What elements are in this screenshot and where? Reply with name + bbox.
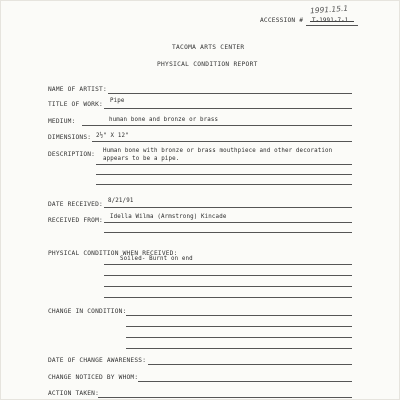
condition-value: Soiled- Burnt on end — [120, 256, 193, 262]
accession-value: T-1991-7-1 — [312, 18, 349, 24]
org-name: TACOMA ARTS CENTER — [172, 44, 245, 51]
medium-line — [82, 125, 352, 126]
medium-label: MEDIUM: — [48, 118, 76, 125]
noticed-line — [138, 381, 352, 382]
title-value: Pipe — [110, 98, 125, 104]
description-line-c — [96, 184, 352, 185]
received-from-line-a — [104, 222, 352, 223]
medium-value: human bone and bronze or brass — [109, 117, 219, 123]
form-title: PHYSICAL CONDITION REPORT — [157, 61, 258, 68]
change-line-d — [126, 348, 352, 349]
accession-label: ACCESSION # — [260, 17, 304, 24]
action-label: ACTION TAKEN: — [48, 390, 100, 397]
artist-label: NAME OF ARTIST: — [48, 86, 107, 93]
accession-strikethrough — [310, 21, 354, 22]
awareness-line — [148, 364, 352, 365]
dimensions-value: 2½" X 12" — [96, 133, 129, 139]
condition-line-b — [104, 275, 352, 276]
dimensions-line — [92, 141, 352, 142]
change-line-c — [126, 337, 352, 338]
date-received-label: DATE RECEIVED: — [48, 201, 103, 208]
condition-line-c — [104, 286, 352, 287]
received-from-label: RECEIVED FROM: — [48, 217, 103, 224]
description-line-a — [96, 164, 352, 165]
accession-underline — [306, 25, 358, 26]
change-line-a — [126, 315, 352, 316]
condition-line-d — [104, 297, 352, 298]
change-line-b — [126, 326, 352, 327]
condition-label: PHYSICAL CONDITION WHEN RECEIVED: — [48, 250, 178, 257]
awareness-label: DATE OF CHANGE AWARENESS: — [48, 357, 147, 364]
title-label: TITLE OF WORK: — [48, 101, 103, 108]
date-received-value: 8/21/91 — [108, 198, 134, 204]
received-from-value: Idella Wilma (Armstrong) Kincade — [110, 214, 227, 220]
noticed-label: CHANGE NOTICED BY WHOM: — [48, 374, 139, 381]
date-received-line — [104, 207, 352, 208]
title-line — [104, 108, 352, 109]
artist-line — [108, 93, 352, 94]
description-line-b — [96, 174, 352, 175]
change-label: CHANGE IN CONDITION: — [48, 308, 127, 315]
description-label: DESCRIPTION: — [48, 151, 96, 158]
dimensions-label: DIMENSIONS: — [48, 134, 92, 141]
accession-handwritten: 1991.15.1 — [309, 3, 349, 16]
description-line1: Human bone with bronze or brass mouthpiece and other decoration — [103, 148, 333, 154]
received-from-line-b — [104, 232, 352, 233]
action-line — [98, 397, 352, 398]
description-line2: appears to be a pipe. — [103, 156, 180, 162]
condition-line-a — [104, 264, 352, 265]
